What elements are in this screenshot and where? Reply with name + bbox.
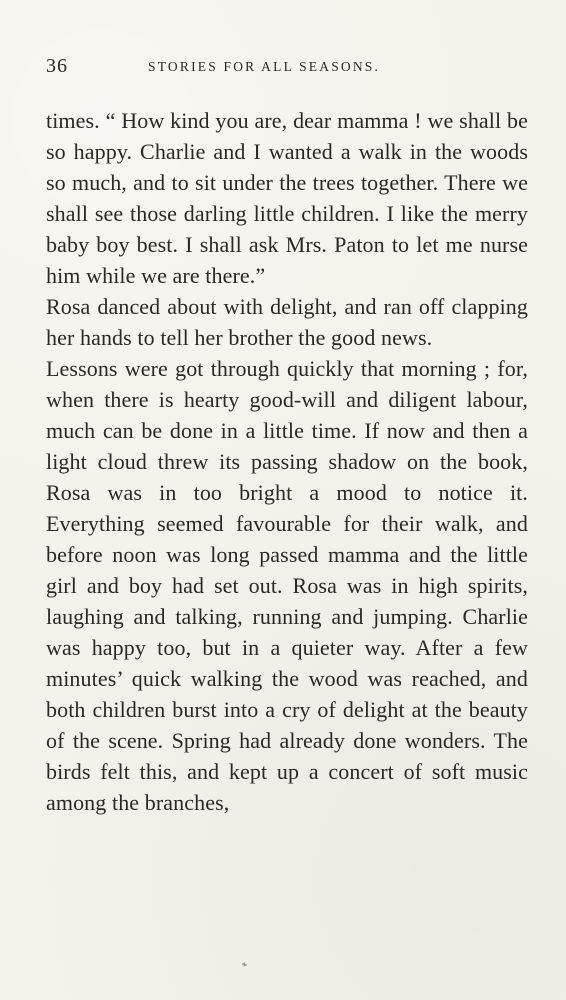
page-number: 36 <box>46 55 68 77</box>
bottom-mark: * <box>239 960 249 974</box>
page-header <box>46 54 526 82</box>
paragraph-2: Rosa danced about with delight, and ran off clapping her hands to tell her brother the good news. <box>46 294 528 350</box>
paragraph-1: times. “ How kind you are, dear mamma ! we shall be so happy. Charlie and I wanted a walk in the woods so much, and to sit under the trees together. There we shall see those darling little children. I like the merry baby boy best. I shall ask Mrs. Paton to let me nurse him while we are there.” <box>46 108 528 288</box>
body-text <box>46 105 528 818</box>
paragraph-3: Lessons were got through quickly that morning ; for, when there is hearty good-will and diligent labour, much can be done in a little time. If now and then a light cloud threw its passing shadow on the book, Rosa was in too bright a mood to notice it. Everything seemed favourable for their walk, and before noon was long passed mamma and the little girl and boy had set out. Rosa was in high spirits, laughing and talking, running and jumping. Charlie was happy too, but in a quieter way. After a few minutes’ quick walking the wood was reached, and both children burst into a cry of delight at the beauty of the scene. Spring had already done wonders. The birds felt this, and kept up a concert of soft music among the branches, <box>46 356 528 815</box>
running-head: STORIES FOR ALL SEASONS. <box>148 59 381 74</box>
